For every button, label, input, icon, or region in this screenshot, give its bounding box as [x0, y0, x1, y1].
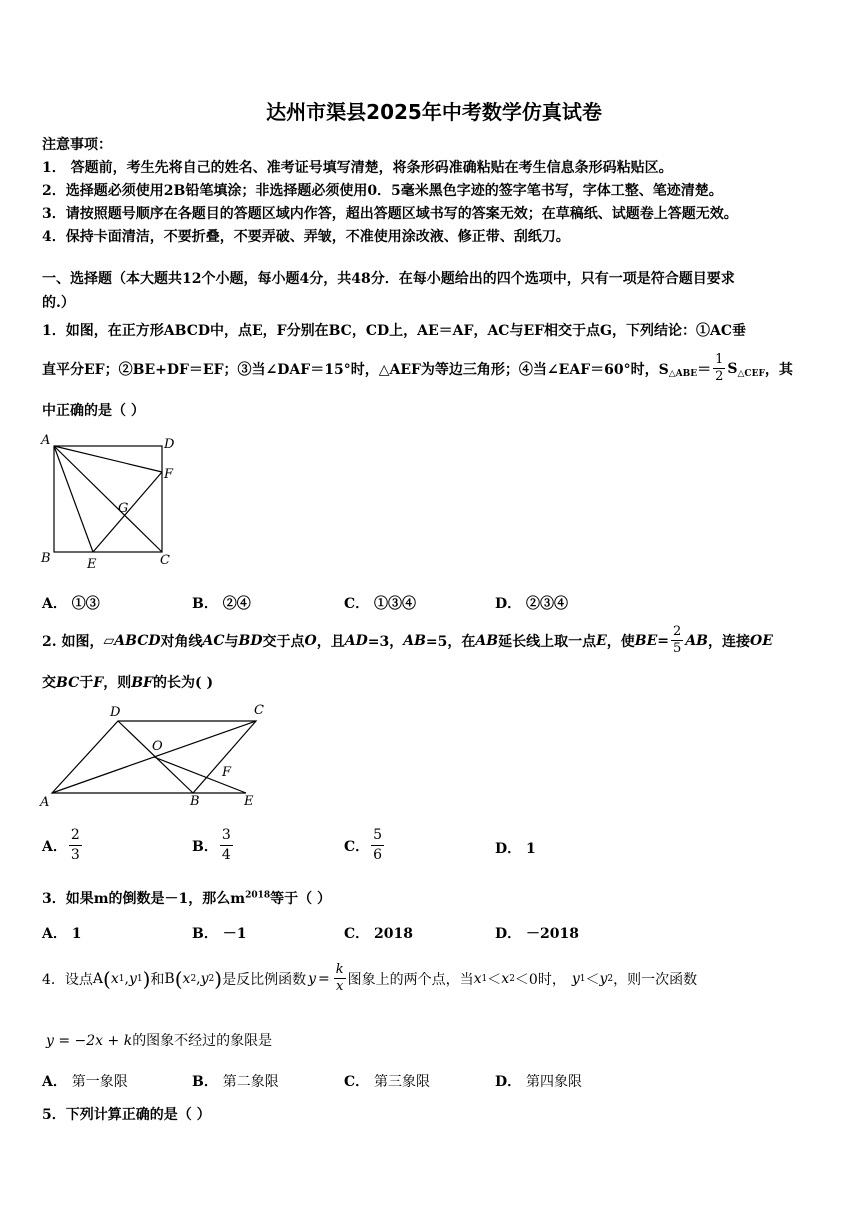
q1-line2 [42, 352, 793, 385]
q3-question [42, 888, 331, 908]
q4-option-a-label: A． [42, 1074, 67, 1090]
q2-label-f: F [222, 765, 232, 780]
q2-t4: 交于点 [262, 633, 305, 650]
q1-label-c: C [160, 553, 170, 568]
q4-option-a[interactable] [42, 1071, 128, 1091]
q4-t4: ，则一次函数 [613, 971, 698, 988]
q3-exponent: 2018 [245, 890, 271, 901]
q1-line2b: S [727, 360, 738, 377]
q2-option-c-label: C． [344, 838, 370, 855]
q2-option-a-den: 3 [70, 847, 80, 863]
q1-option-d-text: ②③④ [526, 596, 569, 612]
note-item-2: 2．选择题必须使用2B铅笔填涂；非选择题必须使用0．5毫米黑色字迹的签字笔书写，字体工整、笔迹清楚。 [42, 183, 723, 199]
q1-option-a-text: ①③ [71, 596, 100, 612]
q1-segment-ae [54, 446, 93, 552]
q2-label-c: C [254, 703, 264, 718]
q4-lt0: ＜0时， [514, 971, 566, 988]
q4-paren-close-a: ) [142, 966, 151, 991]
q1-fraction [713, 352, 725, 385]
q4-t1: 4．设点 [42, 971, 93, 988]
q2-option-b-num: 3 [220, 826, 233, 846]
q1-option-d-label: D． [495, 596, 522, 612]
q1-eq: ＝ [697, 361, 712, 378]
q4-and: 和 [150, 971, 165, 988]
q4-option-b-label: B． [192, 1074, 218, 1090]
q2-option-c-den: 6 [373, 847, 383, 863]
note-item-4: 4．保持卡面清洁，不要折叠，不要弄破、弄皱，不准使用涂改液、修正带、刮纸刀。 [42, 229, 570, 245]
q4-ineq-sub2: 2 [509, 973, 515, 984]
q2-ac: AC [202, 632, 225, 649]
q2-t1: 2. 如图， [42, 633, 104, 650]
q2-label-a: A [40, 795, 50, 810]
q4-option-a-text: 第一象限 [71, 1074, 128, 1090]
q2-option-d[interactable] [495, 838, 536, 858]
q3-option-d-label: D． [495, 926, 522, 942]
q4-option-c-text: 第三象限 [374, 1074, 431, 1090]
q2-t3: 与 [224, 633, 239, 650]
q2-t10: = [657, 632, 670, 649]
q1-option-c[interactable] [344, 593, 416, 613]
q4-paren-open-b: ( [174, 966, 183, 991]
page-title: 达州市渠县2025年中考数学仿真试卷 [266, 100, 602, 124]
q2-option-a-frac [69, 826, 82, 865]
note-item-3: 3．请按照题号顺序在各题目的答题区域内作答，超出答题区域书写的答案无效；在草稿纸、试题卷上答题无效。 [42, 206, 738, 222]
q1-frac-num: 1 [715, 352, 724, 367]
q1-segment-af [54, 446, 162, 472]
q2-option-b-label: B． [192, 838, 218, 855]
q2-label-b: B [190, 794, 200, 809]
q4-paren-open-a: ( [103, 966, 111, 991]
q4-t3: 图象上的两个点，当 [347, 971, 474, 988]
q2-frac-num: 2 [673, 624, 682, 639]
q2-option-b-den: 4 [221, 847, 231, 863]
q4-x-b: x [182, 970, 191, 987]
q2-be: BE [634, 632, 658, 649]
q1-label-f: F [164, 467, 174, 482]
section-heading-line2: 的.） [42, 295, 75, 311]
q2-bc: BC [56, 675, 80, 691]
q2-label-d: D [110, 705, 121, 720]
q2-t12: 交 [42, 675, 56, 691]
q1-option-a[interactable] [42, 593, 100, 613]
q3-option-a[interactable] [42, 923, 82, 943]
q1-line2a: 直平分EF；②BE+DF＝EF；③当∠DAF＝15°时，△AEF为等边三角形；④当∠EAF＝60°时，S [42, 361, 669, 378]
q3-option-a-label: A． [42, 926, 67, 942]
q4-ineq-x1: x [473, 970, 482, 987]
q2-t5: ，且 [316, 633, 345, 650]
q1-label-b: B [41, 551, 51, 566]
q4-option-b-text: 第二象限 [222, 1074, 279, 1090]
q3-option-a-text: 1 [71, 926, 82, 942]
q4-line1: 4．设点 A ( x 1 , y 1 ) 和 B ( x 2 , y 2 ) 是反比例函数 y = $\frac{k}{x}$ 图象上的两个点，当 x 1 ＜ x 2 ＜0时， y 1 ＜ y 2 ，则一次函数 [42, 962, 698, 994]
q1-option-b[interactable] [192, 593, 251, 613]
q2-label-e: E [244, 794, 254, 809]
q2-t2: 对角线 [160, 633, 203, 650]
q2-frac-den: 5 [673, 641, 682, 656]
q2-oe: OE [750, 632, 773, 649]
q4-ineq-sub1: 1 [481, 973, 488, 984]
q1-option-a-label: A． [42, 596, 67, 612]
q4-sub-xa: 1 [118, 973, 125, 984]
q4-sub-yb: 2 [208, 973, 215, 984]
q1-option-b-text: ②④ [222, 596, 251, 612]
q2-option-a[interactable] [42, 826, 84, 865]
q4-y-b: y [200, 970, 209, 987]
q1-option-c-label: C． [344, 596, 370, 612]
q2-option-a-num: 2 [69, 826, 82, 846]
q2-t15: 的长为( ) [152, 675, 214, 691]
q1-option-b-label: B． [192, 596, 218, 612]
q2-ab: AB [403, 632, 426, 649]
q5-question: 5．下列计算正确的是（ ） [42, 1107, 211, 1123]
notes-heading: 注意事项： [42, 137, 112, 153]
note-item-1: 1． 答题前，考生先将自己的姓名、准考证号填写清楚，将条形码准确粘贴在考生信息条形码粘贴区。 [42, 160, 673, 176]
q1-label-d: D [164, 437, 175, 452]
q2-fraction [671, 624, 683, 657]
q2-option-c-num: 5 [371, 826, 384, 846]
q1-label-e: E [87, 557, 97, 572]
q2-bd: BD [238, 632, 263, 649]
q4-y1: y [571, 970, 580, 987]
q2-line1 [42, 624, 773, 657]
q3-option-c-text: 2018 [374, 926, 413, 942]
q4-function: y = −2x + k [46, 1033, 133, 1049]
q2-t6: =3， [367, 633, 404, 650]
q4-y1-sub: 1 [579, 973, 586, 984]
q4-option-d-text: 第四象限 [526, 1074, 583, 1090]
section-heading-line1: 一、选择题（本大题共12个小题，每小题4分，共48分．在每小题给出的四个选项中，只有一项是符合题目要求 [42, 271, 735, 287]
q4-option-d[interactable] [495, 1071, 582, 1091]
q4-t2: 是反比例函数 [222, 971, 307, 988]
q3-option-b-text: －1 [222, 926, 247, 942]
q3-text-b: 等于（ ） [270, 891, 332, 907]
q2-e: E [596, 632, 607, 649]
q1-frac-den: 2 [715, 369, 724, 384]
q3-option-b[interactable] [192, 923, 246, 943]
q2-t11: ，连接 [708, 633, 751, 650]
q2-t13: 于 [79, 675, 94, 691]
q2-ab2: AB [475, 632, 499, 649]
q4-y2: y [599, 970, 608, 987]
q4-ineq-x2: x [501, 970, 510, 987]
q2-f: F [93, 675, 104, 691]
q2-line2 [42, 672, 213, 692]
q1-figure [38, 430, 188, 575]
q2-ab3: AB [685, 632, 709, 649]
q4-paren-close-b: ) [214, 966, 223, 991]
q3-option-d-text: －2018 [526, 926, 579, 942]
q2-t8: 延长线上取一点 [498, 633, 597, 650]
q3-option-c[interactable] [344, 923, 413, 943]
q3-option-d[interactable] [495, 923, 579, 943]
q4-line2 [46, 1030, 272, 1050]
q3-option-b-label: B． [192, 926, 218, 942]
q2-option-d-text: 1 [526, 841, 536, 857]
q1-label-a: A [41, 433, 51, 448]
q2-figure [38, 700, 278, 812]
q4-frac-k: k [335, 962, 344, 977]
q2-option-d-label: D． [495, 841, 522, 857]
q4-sub-ya: 1 [136, 973, 143, 984]
q1-sub-abe: △ABE [668, 369, 698, 379]
q1-diagonal-ac [54, 446, 162, 552]
q4-lt2: ＜ [585, 971, 600, 988]
q1-option-d[interactable] [495, 593, 568, 613]
q2-label-o: O [152, 739, 163, 754]
q2-ad: AD [344, 632, 368, 649]
q4-point-b: B [164, 970, 175, 987]
q2-bf: BF [131, 675, 153, 691]
q1-line2c: ，其 [764, 361, 793, 378]
q4-y2-sub: 2 [607, 973, 614, 984]
q1-line1: 1．如图，在正方形ABCD中，点E，F分别在BC，CD上，AE＝AF，AC与EF相交于点G，下列结论：①AC垂 [42, 323, 747, 339]
q4-frac-x: x [336, 979, 344, 994]
q2-o: O [304, 632, 317, 649]
q4-option-d-label: D． [495, 1074, 522, 1090]
q4-sub-xb: 2 [190, 973, 197, 984]
q2-segment-oe [154, 757, 246, 793]
q4-option-c-label: C． [344, 1074, 370, 1090]
q4-x-a: x [110, 970, 119, 987]
q2-parallelogram: ▱ABCD [103, 632, 161, 649]
q4-option-c[interactable] [344, 1071, 430, 1091]
q4-fraction [334, 962, 346, 995]
q4-line2-text: 的图象不经过的象限是 [132, 1033, 273, 1049]
q4-option-b[interactable] [192, 1071, 279, 1091]
q1-sub-cef: △CEF [737, 369, 765, 379]
q4-y: y [308, 970, 317, 987]
q1-option-c-text: ①③④ [374, 596, 417, 612]
q3-text-a: 3．如果m的倒数是－1，那么m [42, 891, 246, 907]
q4-lt: ＜ [487, 971, 502, 988]
q2-t14: ，则 [103, 675, 132, 691]
q2-t9: ，使 [606, 633, 635, 650]
q2-option-a-label: A． [42, 838, 67, 855]
q1-label-g: G [118, 501, 129, 516]
q2-option-c-frac [371, 826, 384, 865]
q2-option-c[interactable] [344, 826, 386, 865]
q2-t7: =5，在 [425, 633, 476, 650]
q4-point-a: A [92, 970, 104, 987]
q2-option-b[interactable] [192, 826, 235, 865]
q2-option-b-frac [220, 826, 233, 865]
q4-y-a: y [128, 970, 137, 987]
q4-eq: = [318, 970, 330, 987]
q1-line3: 中正确的是（ ） [42, 403, 145, 419]
q3-option-c-label: C． [344, 926, 370, 942]
